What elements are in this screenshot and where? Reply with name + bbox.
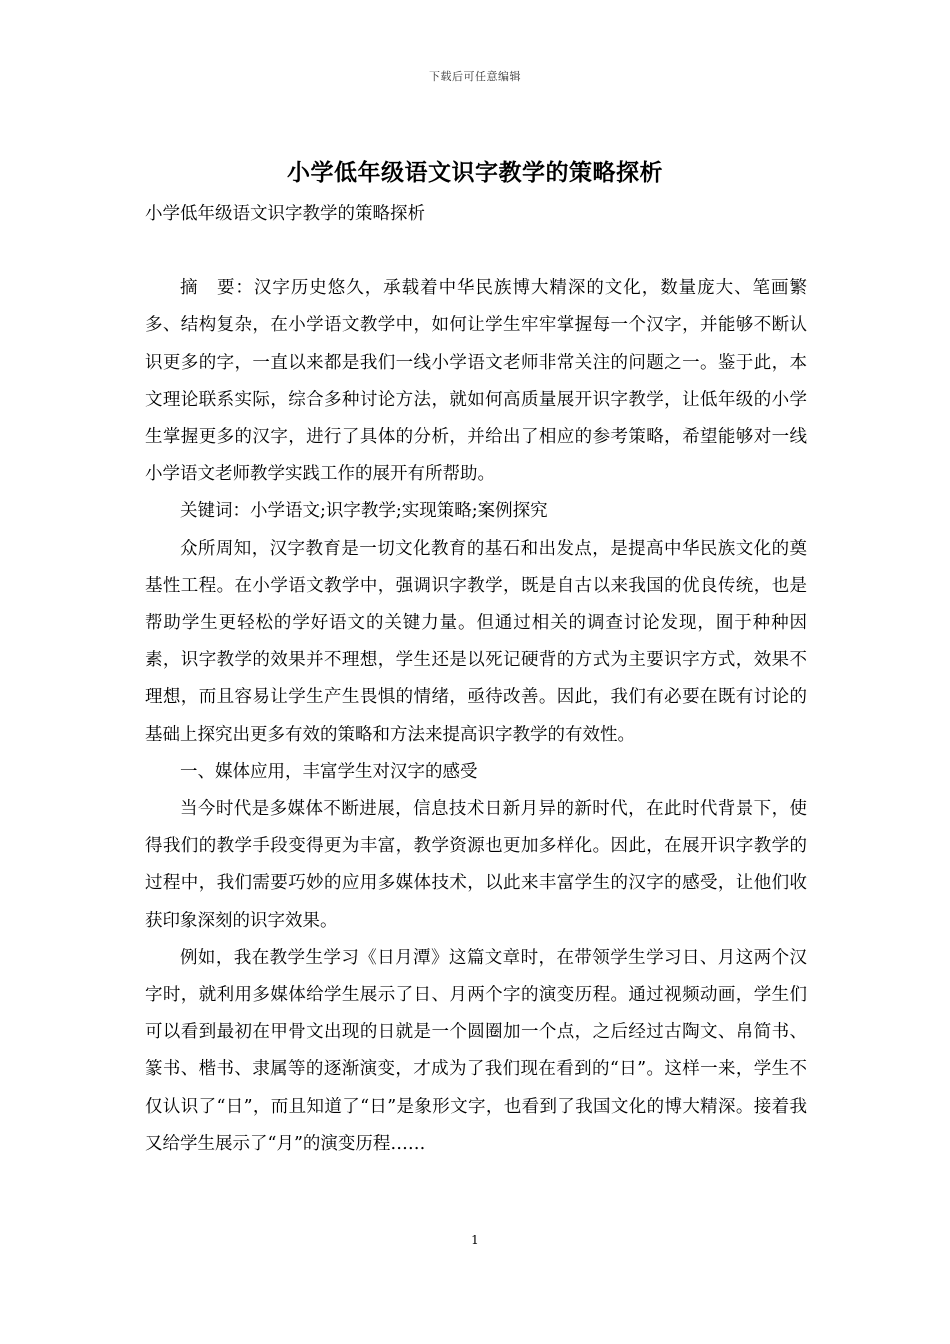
section-heading: 一、媒体应用，丰富学生对汉字的感受 [180,761,478,782]
document-subtitle: 小学低年级语文识字教学的策略探析 [145,204,425,224]
section-paragraph-2: 例如，我在教学生学习《日月潭》这篇文章时，在带领学生学习日、月这两个汉字时，就利用多媒体给学生展示了日、月两个字的演变历程。通过视频动画，学生们可以看到最初在甲骨文出现的日就是一个圆圈加一个点，之后经过古陶文、帛简书、篆书、楷书、隶属等的逐渐演变，才成为了我们现在看到的“日”。这样一来，学生不仅认识了“日”，而且知道了“日”是象形文字，也看到了我国文化的博大精深。接着我又给学生展示了“月”的演变历程…… [145,947,807,1154]
keywords-paragraph: 关键词：小学语文;识字教学;实现策略;案例探究 [180,501,548,522]
page-number: 1 [471,1233,479,1247]
document-title: 小学低年级语文识字教学的策略探析 [287,159,663,186]
page-header-note: 下载后可任意编辑 [429,70,521,83]
intro-paragraph: 众所周知，汉字教育是一切文化教育的基石和出发点，是提高中华民族文化的奠基性工程。在小学语文教学中，强调识字教学，既是自古以来我国的优良传统，也是帮助学生更轻松的学好语文的关键力量。但通过相关的调查讨论发现，囿于种种因素，识字教学的效果并不理想，学生还是以死记硬背的方式为主要识字方式，效果不理想，而且容易让学生产生畏惧的情绪，亟待改善。因此，我们有必要在既有讨论的基础上探究出更多有效的策略和方法来提高识字教学的有效性。 [145,538,807,745]
section-paragraph-1: 当今时代是多媒体不断进展，信息技术日新月异的新时代，在此时代背景下，使得我们的教学手段变得更为丰富，教学资源也更加多样化。因此，在展开识字教学的过程中，我们需要巧妙的应用多媒体技术，以此来丰富学生的汉字的感受，让他们收获印象深刻的识字效果。 [145,799,807,931]
document-body [145,196,807,1163]
abstract-paragraph: 摘 要：汉字历史悠久，承载着中华民族博大精深的文化，数量庞大、笔画繁多、结构复杂，在小学语文教学中，如何让学生牢牢掌握每一个汉字，并能够不断认识更多的字，一直以来都是我们一线小学语文老师非常关注的问题之一。鉴于此，本文理论联系实际，综合多种讨论方法，就如何高质量展开识字教学，让低年级的小学生掌握更多的汉字，进行了具体的分析，并给出了相应的参考策略，希望能够对一线小学语文老师教学实践工作的展开有所帮助。 [145,278,807,485]
